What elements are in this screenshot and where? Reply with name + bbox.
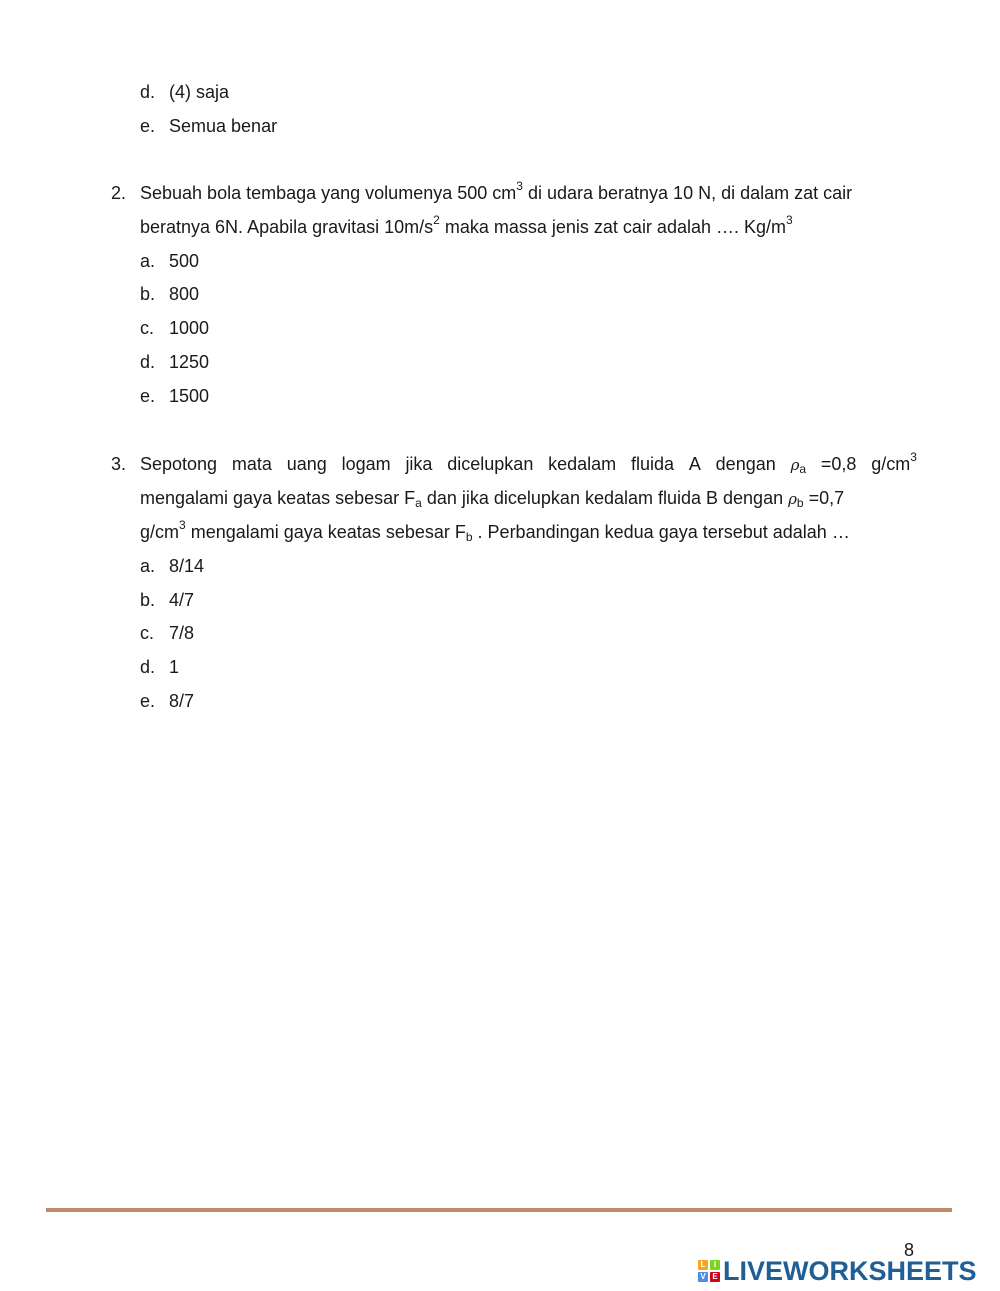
q3-option-b[interactable]: b. 4/7 <box>140 590 195 610</box>
question-3-line-1: Sepotong mata uang logam jika dicelupkan kedalam fluida A dengan ρa =0,8 $g/cm^3$ <box>140 450 917 476</box>
logo-mark-v: V <box>698 1272 708 1282</box>
liveworksheets-logo[interactable] <box>698 1258 977 1284</box>
logo-text: LIVEWORKSHEETS <box>723 1256 977 1286</box>
q3-option-d[interactable]: d. 1 <box>140 657 180 677</box>
question-3-line-3: $g/cm^3$ mengalami gaya keatas sebesar Fb . Perbandingan kedua gaya tersebut adalah … <box>140 518 850 544</box>
page-number: 8 <box>904 1240 915 1260</box>
prev-option-e: e. Semua benar <box>140 116 278 136</box>
prev-option-d: d. (4) saja <box>140 82 230 102</box>
logo-mark-l: L <box>698 1260 708 1270</box>
q2-option-a[interactable]: a. 500 <box>140 251 200 271</box>
question-3-number: 3. <box>111 454 127 474</box>
question-2-number: 2. <box>111 183 127 203</box>
logo-mark-icon <box>698 1260 720 1282</box>
question-2-line-2: beratnya 6N. Apabila gravitasi $10m/s^2$ maka massa jenis zat cair adalah …. $Kg/m^3$ <box>140 213 793 237</box>
logo-mark-e: E <box>710 1272 720 1282</box>
question-2-line-1: Sebuah bola tembaga yang volumenya 500 $cm^3$ di udara beratnya 10 N, di dalam zat cair <box>140 179 853 203</box>
logo-mark-i: I <box>710 1260 720 1270</box>
footer-divider <box>46 1208 952 1212</box>
q2-option-b[interactable]: b. 800 <box>140 284 200 304</box>
q3-option-e[interactable]: e. 8/7 <box>140 691 195 711</box>
q2-option-e[interactable]: e. 1500 <box>140 386 210 406</box>
q3-option-c[interactable]: c. 7/8 <box>140 623 195 643</box>
question-3-line-2: mengalami gaya keatas sebesar Fa dan jika dicelupkan kedalam fluida B dengan ρb =0,7 <box>140 488 845 510</box>
q2-option-d[interactable]: d. 1250 <box>140 352 210 372</box>
q2-option-c[interactable]: c. 1000 <box>140 318 210 338</box>
q3-option-a[interactable]: a. 8/14 <box>140 556 205 576</box>
